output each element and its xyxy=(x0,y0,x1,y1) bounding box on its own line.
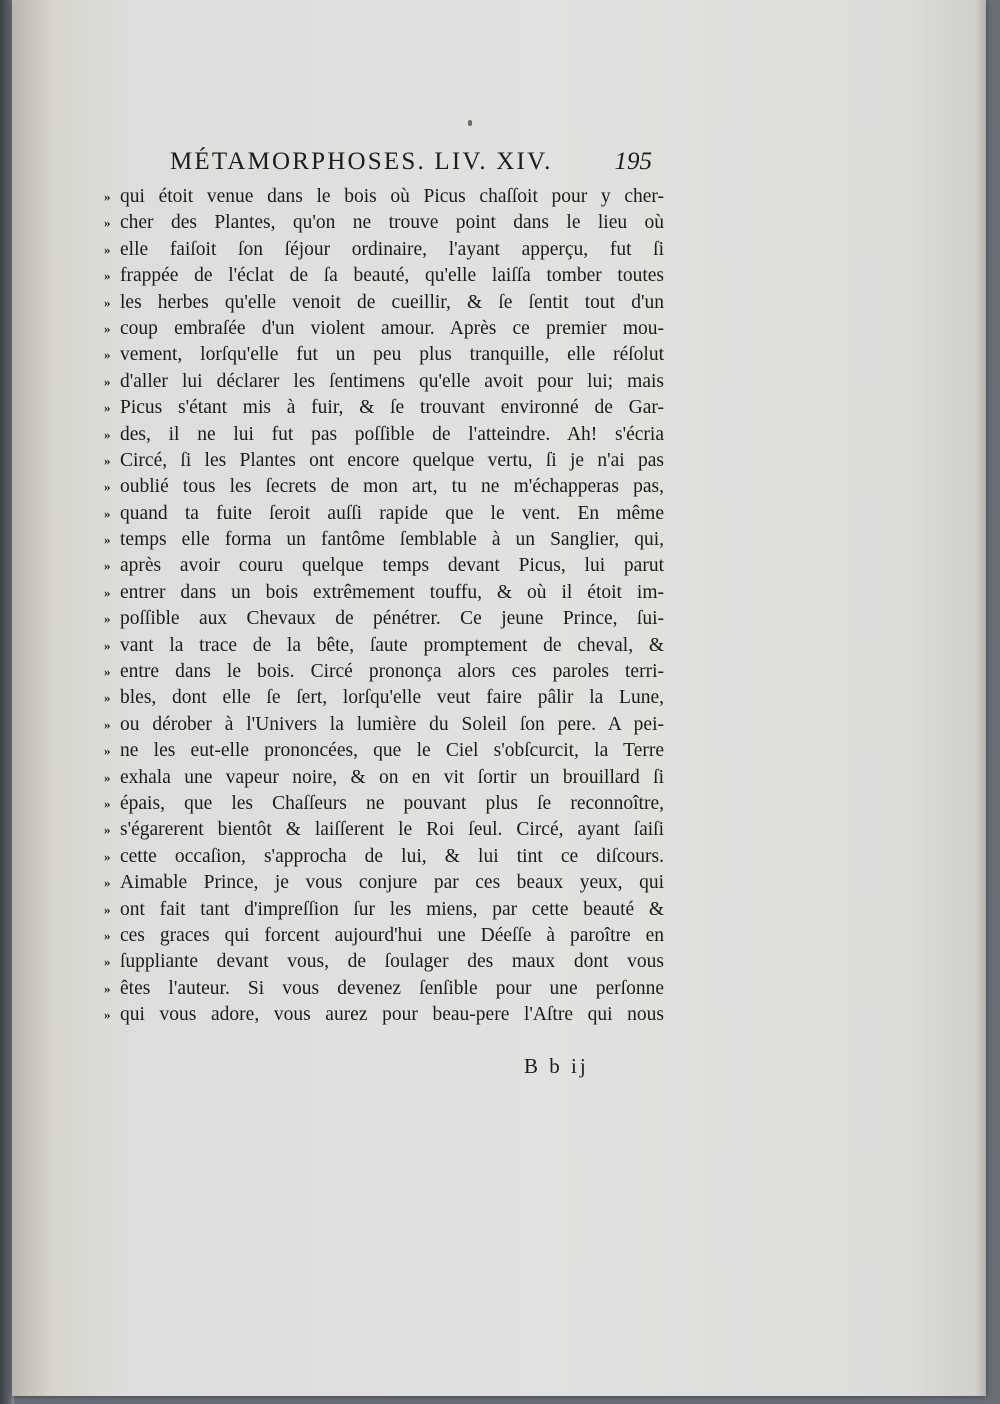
line-text: oublié tous les ſecrets de mon art, tu ne m'échapperas pas, xyxy=(120,476,664,498)
text-line xyxy=(104,316,664,342)
line-text: bles, dont elle ſe ſert, lorſqu'elle veut faire pâlir la Lune, xyxy=(120,687,664,709)
quote-mark: » xyxy=(104,215,110,231)
line-text: quand ta fuite ſeroit auſſi rapide que le vent. En même xyxy=(120,502,664,524)
line-text: ces graces qui forcent aujourd'hui une Déeſſe à paroître en xyxy=(120,924,664,946)
text-line xyxy=(104,844,664,870)
line-text: exhala une vapeur noire, & on en vit ſortir un brouillard ſi xyxy=(120,766,664,788)
quote-mark: » xyxy=(104,769,110,785)
quote-mark: » xyxy=(104,1007,110,1023)
line-text: ſuppliante devant vous, de ſoulager des maux dont vous xyxy=(120,951,664,973)
quote-mark: » xyxy=(104,611,110,627)
text-line xyxy=(104,817,664,843)
text-line xyxy=(104,791,664,817)
text-line xyxy=(104,263,664,289)
line-text: des, il ne lui fut pas poſſible de l'atteindre. Ah! s'écria xyxy=(120,423,664,445)
line-text: vant la trace de la bête, ſaute promptement de cheval, & xyxy=(120,634,664,656)
line-text: cette occaſion, s'approcha de lui, & lui tint ce diſcours. xyxy=(120,845,664,867)
quote-mark: » xyxy=(104,479,110,495)
line-text: d'aller lui déclarer les ſentimens qu'elle avoit pour lui; mais xyxy=(120,370,664,392)
text-line xyxy=(104,738,664,764)
page-header xyxy=(160,148,660,182)
line-text: coup embraſée d'un violent amour. Après ce premier mou- xyxy=(120,317,664,339)
text-line xyxy=(104,474,664,500)
line-text: s'égarerent bientôt & laiſſerent le Roi ſeul. Circé, ayant ſaiſi xyxy=(120,819,664,841)
running-title: MÉTAMORPHOSES. LIV. XIV. xyxy=(170,148,553,175)
quote-mark: » xyxy=(104,558,110,574)
quote-mark: » xyxy=(104,373,110,389)
line-text: qui étoit venue dans le bois où Picus chaſſoit pour y cher- xyxy=(120,186,664,207)
text-line xyxy=(104,369,664,395)
quote-mark: » xyxy=(104,532,110,548)
line-text: ont fait tant d'impreſſion ſur les miens, par cette beauté & xyxy=(120,898,664,920)
line-text: Circé, ſi les Plantes ont encore quelque vertu, ſi je n'ai pas xyxy=(120,449,664,471)
line-text: cher des Plantes, qu'on ne trouve point dans le lieu où xyxy=(120,212,664,234)
quote-mark: » xyxy=(104,954,110,970)
text-line xyxy=(104,659,664,685)
quote-mark: » xyxy=(104,505,110,521)
quote-mark: » xyxy=(104,927,110,943)
quote-mark: » xyxy=(104,584,110,600)
line-text: ou dérober à l'Univers la lumière du Soleil ſon pere. A pei- xyxy=(120,713,664,735)
text-line xyxy=(104,342,664,368)
quote-mark: » xyxy=(104,901,110,917)
quote-mark: » xyxy=(104,426,110,442)
text-line xyxy=(104,501,664,527)
page-edge-shadow xyxy=(976,0,986,1396)
text-line xyxy=(104,685,664,711)
line-text: frappée de l'éclat de ſa beauté, qu'elle laiſſa tomber toutes xyxy=(120,265,664,287)
signature-mark: B b ij xyxy=(524,1054,589,1078)
quote-mark: » xyxy=(104,347,110,363)
line-text: les herbes qu'elle venoit de cueillir, & ſe ſentit tout d'un xyxy=(120,291,664,313)
quote-mark: » xyxy=(104,795,110,811)
page-number: 195 xyxy=(614,148,652,175)
line-text: entrer dans un bois extrêmement touffu, & où il étoit im- xyxy=(120,581,664,603)
text-line xyxy=(104,184,664,210)
line-text: poſſible aux Chevaux de pénétrer. Ce jeune Prince, ſui- xyxy=(120,608,664,630)
line-text: elle faiſoit ſon ſéjour ordinaire, l'ayant apperçu, fut ſi xyxy=(120,238,664,260)
quote-mark: » xyxy=(104,690,110,706)
quote-mark: » xyxy=(104,452,110,468)
ink-speck xyxy=(468,120,472,126)
text-line xyxy=(104,949,664,975)
text-line xyxy=(104,448,664,474)
quote-mark: » xyxy=(104,189,110,204)
text-line xyxy=(104,897,664,923)
text-line xyxy=(104,633,664,659)
line-text: entre dans le bois. Circé prononça alors ces paroles terri- xyxy=(120,661,664,683)
line-text: Picus s'étant mis à fuir, & ſe trouvant environné de Gar- xyxy=(120,397,664,419)
text-line xyxy=(104,976,664,1002)
quote-mark: » xyxy=(104,400,110,416)
text-line xyxy=(104,712,664,738)
text-line xyxy=(104,210,664,236)
text-line xyxy=(104,422,664,448)
text-line xyxy=(104,1002,664,1028)
line-text: Aimable Prince, je vous conjure par ces beaux yeux, qui xyxy=(120,872,664,894)
quote-mark: » xyxy=(104,637,110,653)
text-line xyxy=(104,765,664,791)
quote-mark: » xyxy=(104,716,110,732)
quote-mark: » xyxy=(104,268,110,284)
text-line xyxy=(104,553,664,579)
body-text xyxy=(104,184,664,1029)
quote-mark: » xyxy=(104,980,110,996)
quote-mark: » xyxy=(104,241,110,257)
text-line xyxy=(104,606,664,632)
text-line xyxy=(104,395,664,421)
line-text: après avoir couru quelque temps devant Picus, lui parut xyxy=(120,555,664,577)
quote-mark: » xyxy=(104,294,110,310)
text-line xyxy=(104,870,664,896)
text-line xyxy=(104,580,664,606)
line-text: ne les eut-elle prononcées, que le Ciel s'obſcurcit, la Terre xyxy=(120,740,664,762)
quote-mark: » xyxy=(104,822,110,838)
line-text: temps elle forma un fantôme ſemblable à un Sanglier, qui, xyxy=(120,529,664,551)
quote-mark: » xyxy=(104,875,110,891)
quote-mark: » xyxy=(104,848,110,864)
line-text: qui vous adore, vous aurez pour beau-pere l'Aſtre qui nous xyxy=(120,1004,664,1026)
quote-mark: » xyxy=(104,743,110,759)
text-line xyxy=(104,923,664,949)
text-line xyxy=(104,527,664,553)
line-text: épais, que les Chaſſeurs ne pouvant plus ſe reconnoître, xyxy=(120,792,664,814)
text-line xyxy=(104,290,664,316)
quote-mark: » xyxy=(104,320,110,336)
line-text: êtes l'auteur. Si vous devenez ſenſible pour une perſonne xyxy=(120,977,664,999)
text-line xyxy=(104,237,664,263)
quote-mark: » xyxy=(104,664,110,680)
line-text: vement, lorſqu'elle fut un peu plus tranquille, elle réſolut xyxy=(120,344,664,366)
